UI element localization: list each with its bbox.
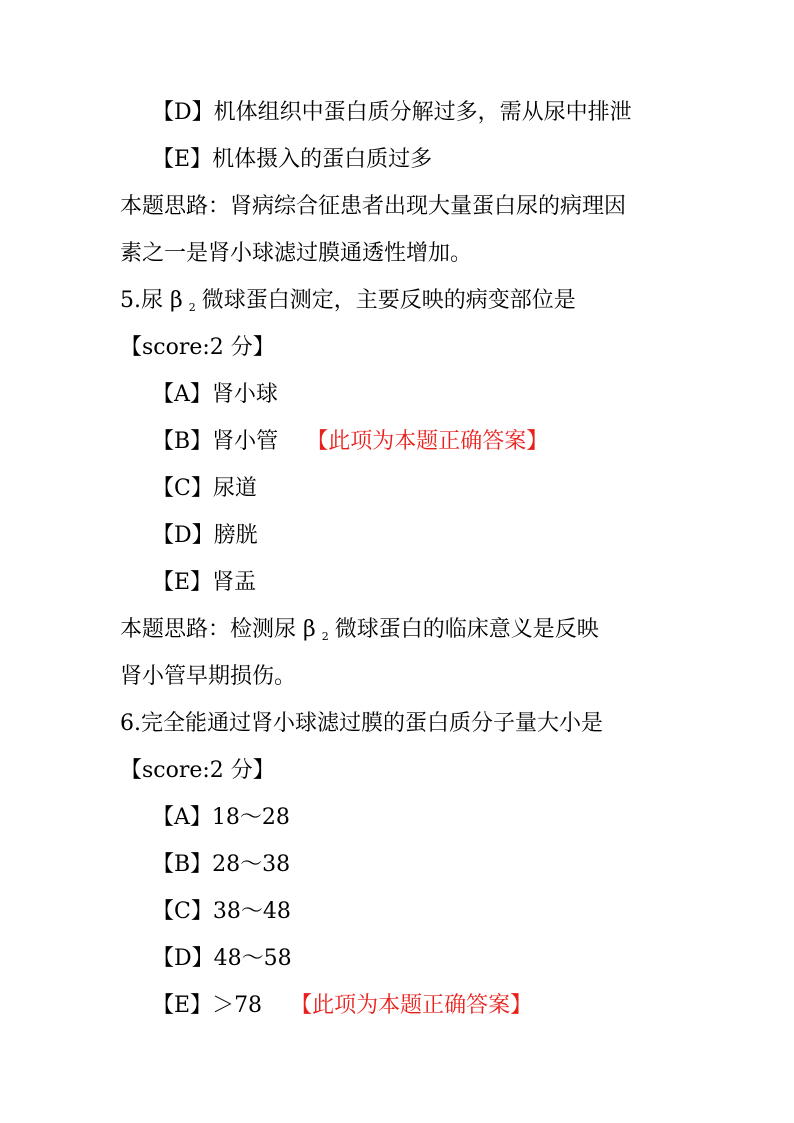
option-label: 【C】 [152,476,213,501]
q6-option-a [152,803,290,833]
option-text: 肾盂 [212,570,257,595]
option-text: 肾小球 [211,382,278,407]
q5-explanation-subscript: 2 [321,630,329,643]
q5-option-d [152,521,258,551]
q5-explanation-line2: 肾小管早期损伤。 [120,664,297,689]
option-label: 【A】 [152,382,212,407]
option-label: 【B】 [152,852,213,877]
option-label: 【D】 [152,946,214,971]
q5-option-e [152,568,256,598]
correct-answer-tag: 【此项为本题正确答案】 [290,993,533,1018]
q5-stem [120,286,576,316]
q5-option-c [152,474,257,504]
option-text: 18～28 [211,805,290,830]
option-label: 【C】 [152,899,213,924]
option-label: 【A】 [152,805,212,830]
q6-option-e [152,991,532,1021]
option-label: 【D】 [152,523,214,548]
q4-explanation-line1: 本题思路：肾病综合征患者出现大量蛋白尿的病理因 [120,194,627,219]
q5-stem-prefix: 5.尿 β [120,288,183,313]
q4-explanation-line2: 素之一是肾小球滤过膜通透性增加。 [120,241,473,266]
q5-stem-suffix: 微球蛋白测定，主要反映的病变部位是 [201,288,576,313]
option-label: 【B】 [152,429,213,454]
option-text: 48～58 [213,946,292,971]
q4-option-d [152,98,632,128]
correct-answer-tag: 【此项为本题正确答案】 [306,429,549,454]
option-text: 尿道 [212,476,257,501]
option-text: 28～38 [212,852,291,877]
option-label: 【E】 [152,570,213,595]
q5-explanation-prefix: 本题思路：检测尿 β [120,617,316,642]
q5-option-b [152,427,548,457]
q5-stem-subscript: 2 [188,301,196,314]
option-label: 【D】 [152,100,214,125]
q4-option-e [152,145,432,175]
q6-option-c [152,897,291,927]
q6-stem: 6.完全能通过肾小球滤过膜的蛋白质分子量大小是 [120,711,603,736]
option-text: 机体组织中蛋白质分解过多，需从尿中排泄 [213,100,632,125]
q5-option-a [152,380,278,410]
option-text: 肾小管 [212,429,279,454]
option-text: 38～48 [212,899,291,924]
option-label: 【E】 [152,993,213,1018]
q5-score: 【score:2 分】 [120,335,275,360]
q5-explanation-suffix: 微球蛋白的临床意义是反映 [334,617,599,642]
q5-explanation-line1 [120,615,599,645]
option-text: 机体摄入的蛋白质过多 [212,147,433,172]
option-text: ＞78 [212,993,263,1018]
q6-option-b [152,850,290,880]
option-text: 膀胱 [213,523,258,548]
option-label: 【E】 [152,147,213,172]
q6-score: 【score:2 分】 [120,758,275,783]
q6-option-d [152,944,292,974]
